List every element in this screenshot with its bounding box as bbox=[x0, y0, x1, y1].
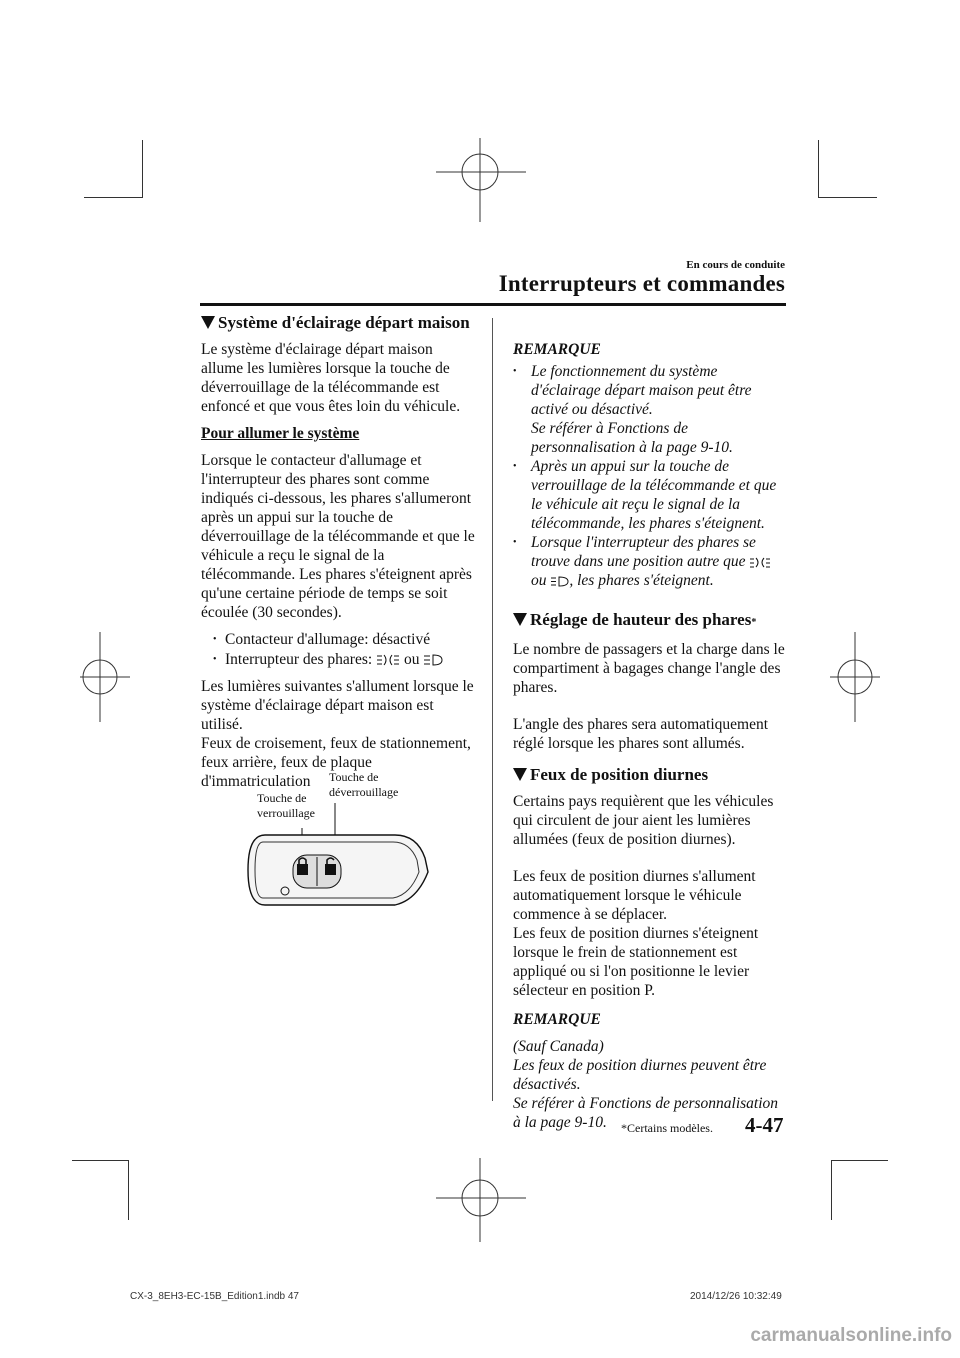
headlight-icon bbox=[423, 653, 443, 667]
section-label: En cours de conduite bbox=[686, 259, 785, 271]
header-rule bbox=[200, 303, 786, 306]
parking-light-icon bbox=[749, 556, 771, 569]
note-item-cont: Se référer à Fonctions de personnalisation à la page 9-10. bbox=[531, 420, 733, 456]
print-file-info: CX-3_8EH3-EC-15B_Edition1.indb 47 bbox=[130, 1291, 299, 1302]
key-fob-illustration bbox=[245, 800, 435, 910]
registration-mark-left bbox=[80, 632, 130, 722]
parking-light-icon bbox=[376, 653, 400, 667]
triangle-icon bbox=[201, 316, 215, 329]
paragraph: Feux de croisement, feux de stationnement, feux arrière, feux de plaque d'immatriculation bbox=[201, 735, 471, 790]
lock-button-label: Touche de verrouillage bbox=[257, 791, 315, 820]
registration-mark-right bbox=[830, 632, 880, 722]
page-number: 4-47 bbox=[745, 1113, 784, 1137]
triangle-icon bbox=[513, 768, 527, 781]
unlock-button-label: Touche de déverrouillage bbox=[329, 770, 399, 799]
registration-mark-top bbox=[436, 138, 526, 222]
triangle-icon bbox=[513, 613, 527, 626]
note-text: (Sauf Canada) bbox=[513, 1038, 604, 1055]
note-heading: REMARQUE bbox=[513, 341, 601, 358]
paragraph: Les lumières suivantes s'allument lorsque le système d'éclairage départ maison est utilisé. bbox=[201, 678, 474, 733]
print-date: 2014/12/26 10:32:49 bbox=[690, 1291, 782, 1302]
note-text: Les feux de position diurnes peuvent être désactivés. bbox=[513, 1057, 767, 1093]
subheading: Pour allumer le système bbox=[201, 425, 360, 442]
paragraph: Les feux de position diurnes s'éteignent lorsque le frein de stationnement est appliqué ou si l'on positionne le levier sélecteur en position P. bbox=[513, 925, 759, 999]
registration-mark-bottom bbox=[436, 1158, 526, 1242]
paragraph: Le nombre de passagers et la charge dans le compartiment à bagages change l'angle des phares. bbox=[513, 641, 785, 696]
list-item: • Interrupteur des phares: ou bbox=[213, 650, 476, 669]
note-item: • Lorsque l'interrupteur des phares se trouve dans une position autre que ou , les phares s'éteignent. bbox=[513, 533, 788, 590]
column-divider bbox=[492, 318, 493, 1101]
note-text: Se référer à Fonctions de personnalisation à la page 9-10. bbox=[513, 1095, 779, 1131]
chapter-title: Interrupteurs et commandes bbox=[498, 271, 785, 296]
headlight-icon bbox=[550, 575, 569, 588]
list-item: • Contacteur d'allumage: désactivé bbox=[213, 631, 431, 648]
note-heading: REMARQUE bbox=[513, 1011, 601, 1028]
left-column bbox=[201, 313, 476, 799]
section-heading: Feux de position diurnes bbox=[513, 765, 788, 784]
paragraph: Les feux de position diurnes s'allument automatiquement lorsque le véhicule commence à se déplacer. bbox=[513, 868, 756, 923]
footnote: *Certains modèles. bbox=[621, 1121, 713, 1135]
paragraph: Certains pays requièrent que les véhicules qui circulent de jour aient les lumières allumées (feux de position diurnes). bbox=[513, 793, 774, 848]
paragraph: Lorsque le contacteur d'allumage et l'interrupteur des phares sont comme indiqués ci-dessous, les phares s'allumeront après un appui sur la touche de déverrouillage de la télécommande et que le véhicule a reçu le signal de la télécommande. Les phares s'éteignent après qu'une certaine période de temps se soit écoulée (30 secondes). bbox=[201, 452, 475, 621]
section-heading: Réglage de hauteur des phares * bbox=[513, 610, 788, 632]
right-column bbox=[513, 340, 788, 1132]
watermark: carmanualsonline.info bbox=[750, 1325, 952, 1346]
paragraph: Le système d'éclairage départ maison allume les lumières lorsque la touche de déverrouillage de la télécommande est enfoncé et que vous êtes loin du véhicule. bbox=[201, 341, 461, 415]
note-item: • Après un appui sur la touche de verrouillage de la télécommande et que le véhicule ait reçu le signal de la télécommande, les phares s'éteignent. bbox=[513, 458, 777, 532]
paragraph: L'angle des phares sera automatiquement réglé lorsque les phares sont allumés. bbox=[513, 716, 769, 752]
note-item: • Le fonctionnement du système d'éclairage départ maison peut être activé ou désactivé. bbox=[513, 363, 752, 418]
section-heading: Système d'éclairage départ maison bbox=[201, 313, 476, 332]
